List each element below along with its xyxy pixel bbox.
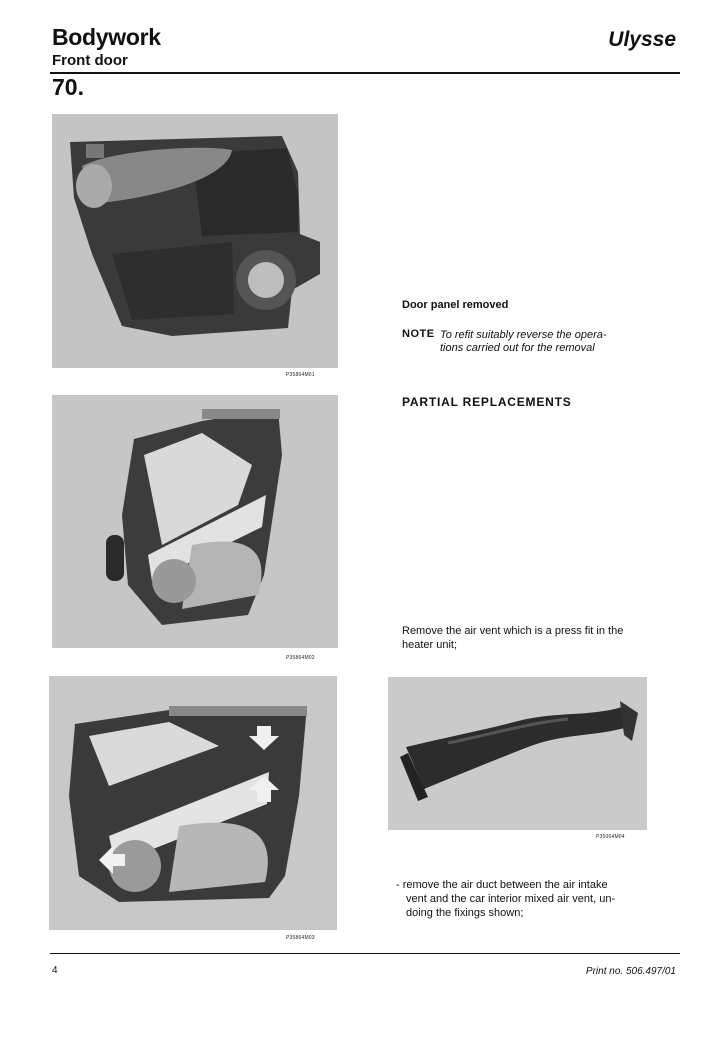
figure-caption-3: P35864M03 [286, 935, 315, 941]
air-vent-text-line-1: Remove the air vent which is a press fit in the [402, 625, 624, 637]
partial-replacements-heading: PARTIAL REPLACEMENTS [402, 395, 572, 409]
photo-air-duct [388, 677, 647, 830]
air-duct-text-line-1: - remove the air duct between the air intake [396, 879, 608, 891]
photo-door-fixings [49, 676, 337, 930]
air-duct-text-line-3: doing the fixings shown; [406, 907, 524, 919]
chapter-number: 70. [52, 74, 84, 100]
note-text-line-2: tions carried out for the removal [440, 342, 595, 354]
header-rule [50, 72, 680, 74]
photo-door-frame [52, 395, 338, 648]
figure-caption-1: P35864M01 [286, 372, 315, 378]
page-number: 4 [52, 965, 58, 976]
figure-caption-2: P35864M02 [286, 655, 315, 661]
figure-caption-4: P35004M04 [596, 834, 625, 840]
note-label: NOTE [402, 328, 435, 340]
footer-rule [50, 953, 680, 954]
print-number: Print no. 506.497/01 [585, 966, 676, 977]
model-name: Ulysse [608, 28, 676, 51]
door-panel-removed-text: Door panel removed [402, 299, 509, 311]
section-title: Bodywork [52, 24, 161, 50]
air-vent-text-line-2: heater unit; [402, 639, 458, 651]
note-text-line-1: To refit suitably reverse the opera- [440, 329, 607, 341]
air-duct-text-line-2: vent and the car interior mixed air vent, un- [406, 893, 616, 905]
photo-door-panel [52, 114, 338, 368]
subsection-title: Front door [52, 52, 128, 69]
